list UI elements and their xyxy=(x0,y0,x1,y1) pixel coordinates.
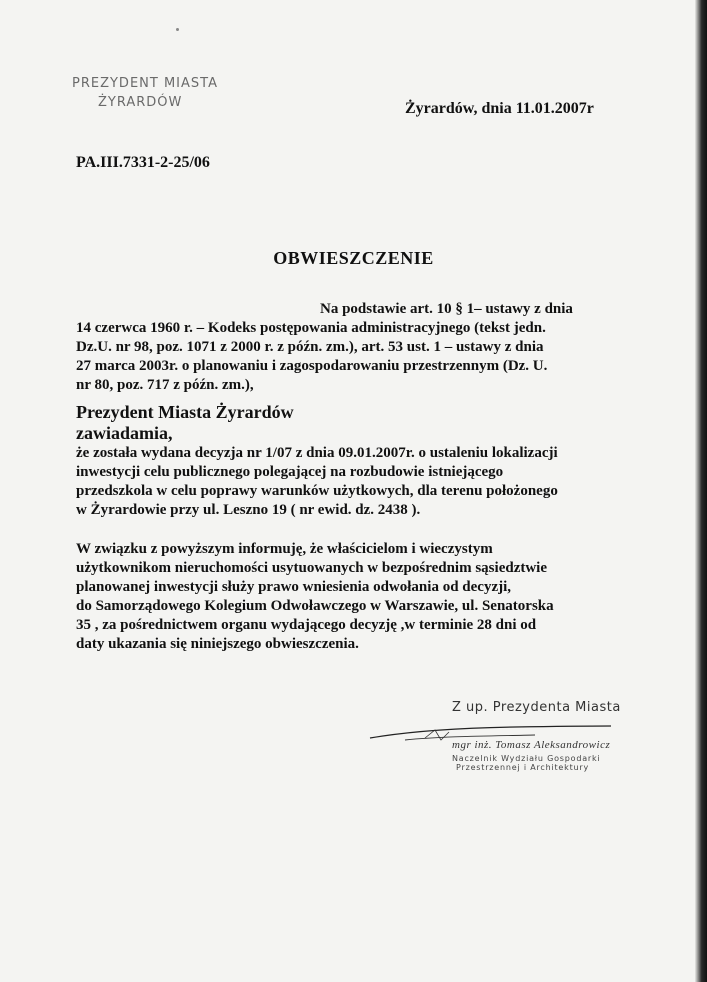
stamp-line-2: ŻYRARDÓW xyxy=(98,95,183,110)
paragraph-line: 14 czerwca 1960 r. – Kodeks postępowania administracyjnego (tekst jedn. xyxy=(76,320,546,336)
office-stamp xyxy=(72,74,218,112)
position-line: Przestrzennej i Architektury xyxy=(456,763,590,772)
paragraph-line: 35 , za pośrednictwem organu wydającego decyzję ,w terminie 28 dni od xyxy=(76,617,537,633)
stamp-line-1: PREZYDENT MIASTA xyxy=(72,76,218,91)
issuing-authority xyxy=(76,402,294,444)
paragraph-line: W związku z powyższym informuję, że właścicielom i wieczystym xyxy=(76,541,493,557)
scan-edge-shadow xyxy=(695,0,707,982)
paragraph-line: inwestycji celu publicznego polegającej na rozbudowie istniejącego xyxy=(76,464,504,480)
authority-verb: zawiadamia, xyxy=(76,423,173,443)
paragraph-line: przedszkola w celu poprawy warunków użytkowych, dla terenu położonego xyxy=(76,483,558,499)
paragraph-line: w Żyrardowie przy ul. Leszno 19 ( nr ewid. dz. 2438 ). xyxy=(76,502,421,518)
paragraph-line: planowanej inwestycji służy prawo wniesienia odwołania od decyzji, xyxy=(76,579,512,595)
paragraph-line: Dz.U. nr 98, poz. 1071 z 2000 r. z późn. zm.), art. 53 ust. 1 – ustawy z dnia xyxy=(76,339,544,355)
signatory-position xyxy=(452,754,600,772)
signature-on-behalf: Z up. Prezydenta Miasta xyxy=(452,700,621,715)
signatory-name: mgr inż. Tomasz Aleksandrowicz xyxy=(452,739,611,751)
legal-basis-paragraph xyxy=(76,300,604,395)
reference-number: PA.III.7331-2-25/06 xyxy=(76,154,210,171)
paragraph-line: daty ukazania się niniejszego obwieszczenia. xyxy=(76,636,359,652)
paragraph-line: użytkownikom nieruchomości usytuowanych w bezpośrednim sąsiedztwie xyxy=(76,560,547,576)
paragraph-line: do Samorządowego Kolegium Odwoławczego w Warszawie, ul. Senatorska xyxy=(76,598,554,614)
document-title: OBWIESZCZENIE xyxy=(273,248,434,268)
paragraph-line: Na podstawie art. 10 § 1– ustawy z dnia xyxy=(320,301,573,317)
paragraph-line: że została wydana decyzja nr 1/07 z dnia 09.01.2007r. o ustaleniu lokalizacji xyxy=(76,445,558,461)
appeal-paragraph xyxy=(76,540,606,654)
paragraph-line: 27 marca 2003r. o planowaniu i zagospodarowaniu przestrzennym (Dz. U. xyxy=(76,358,548,374)
decision-paragraph xyxy=(76,444,606,520)
authority-name: Prezydent Miasta Żyrardów xyxy=(76,402,294,422)
paragraph-line: nr 80, poz. 717 z późn. zm.), xyxy=(76,377,254,393)
scan-speck xyxy=(176,28,179,31)
position-line: Naczelnik Wydziału Gospodarki xyxy=(452,754,601,763)
document-date: Żyrardów, dnia 11.01.2007r xyxy=(405,100,594,117)
